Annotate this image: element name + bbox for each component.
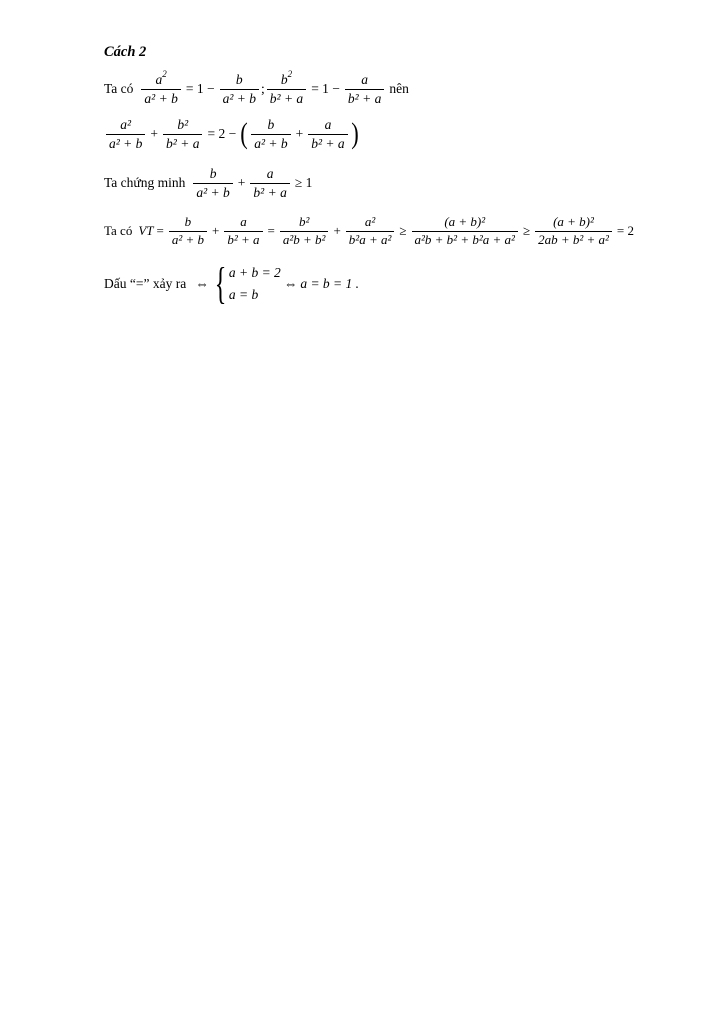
frac-denominator: b² + a <box>267 89 306 107</box>
frac-numerator: (a + b)² <box>553 214 594 229</box>
plus-sign: + <box>212 223 220 239</box>
frac-denominator: a² + b <box>169 231 207 248</box>
fraction <box>346 215 395 248</box>
equals-result: = 2 <box>616 223 635 239</box>
left-brace: { <box>214 259 227 308</box>
frac-denominator: a² + b <box>251 134 290 152</box>
line4-prefix: Ta có <box>104 223 133 239</box>
frac-denominator: a² + b <box>193 183 232 201</box>
equation-line-1 <box>104 68 412 106</box>
frac-denominator: a² + b <box>220 89 259 107</box>
system-equation-2: a = b <box>228 287 259 302</box>
frac-numerator: b² <box>177 117 189 132</box>
frac-numerator: a <box>324 117 332 132</box>
conclusion: a = b = 1 . <box>300 276 360 291</box>
left-paren: ( <box>240 117 248 151</box>
frac-numerator: a <box>361 72 368 87</box>
fraction <box>267 68 306 106</box>
frac-denominator: b² + a <box>163 134 202 152</box>
fraction <box>345 72 384 106</box>
equals-sign: = <box>267 223 275 239</box>
line5-prefix: Dấu “=” xảy ra <box>104 276 187 291</box>
geq-one: ≥ 1 <box>294 175 313 191</box>
geq-sign: ≥ <box>399 223 407 239</box>
system-equation-1: a + b = 2 <box>228 265 281 280</box>
right-paren: ) <box>350 117 359 151</box>
equals-two-minus: = 2 − <box>207 126 237 142</box>
fraction <box>412 215 518 248</box>
plus-sign: + <box>333 223 341 239</box>
frac-numerator: b <box>235 72 243 87</box>
frac-numerator: b² <box>298 214 310 229</box>
iff-symbol: ⇔ <box>195 276 209 291</box>
fraction <box>163 117 202 151</box>
plus-sign: + <box>237 175 246 191</box>
frac-numerator: b <box>267 117 275 132</box>
frac-numerator: a <box>155 72 163 87</box>
equation-system <box>229 262 281 306</box>
frac-denominator: b² + a <box>224 231 262 248</box>
equals-one-minus: = 1 − <box>311 81 340 97</box>
frac-denominator: b² + a <box>308 134 347 152</box>
frac-numerator: a² <box>120 117 132 132</box>
separator: ; <box>261 81 265 97</box>
frac-numerator: a <box>266 166 274 181</box>
equals-sign: = <box>156 223 164 239</box>
iff-symbol: ⇔ <box>283 276 298 291</box>
line1-suffix: nên <box>389 81 409 97</box>
equation-line-3 <box>104 166 315 200</box>
frac-numerator: (a + b)² <box>444 214 486 229</box>
fraction <box>250 166 289 200</box>
line1-prefix: Ta có <box>104 81 134 97</box>
fraction <box>141 68 180 106</box>
frac-exponent: 2 <box>162 68 167 79</box>
fraction <box>224 215 262 248</box>
frac-denominator: b²a + a² <box>346 231 395 248</box>
frac-numerator: a <box>240 214 247 229</box>
frac-numerator: b <box>184 214 192 229</box>
frac-denominator: b² + a <box>345 89 384 107</box>
frac-denominator: a²b + b² + b²a + a² <box>412 231 518 248</box>
equation-line-4 <box>104 215 637 248</box>
vt-symbol: VT <box>138 223 154 239</box>
geq-sign: ≥ <box>522 223 531 239</box>
fraction <box>106 117 145 151</box>
fraction <box>535 215 612 248</box>
line3-prefix: Ta chứng minh <box>104 175 186 191</box>
frac-denominator: a² + b <box>106 134 145 152</box>
equation-line-2 <box>104 117 360 151</box>
fraction <box>220 72 259 106</box>
fraction <box>193 166 232 200</box>
frac-denominator: b² + a <box>250 183 289 201</box>
plus-sign: + <box>150 126 159 142</box>
frac-numerator: b <box>280 72 288 87</box>
fraction <box>308 117 347 151</box>
frac-denominator: a²b + b² <box>280 231 329 248</box>
equals-one-minus: = 1 − <box>185 81 215 97</box>
equation-line-5 <box>104 259 360 308</box>
frac-numerator: b <box>209 166 217 181</box>
section-heading: Cách 2 <box>104 44 147 60</box>
frac-numerator: a² <box>364 214 376 229</box>
frac-denominator: 2ab + b² + a² <box>535 231 612 248</box>
fraction <box>280 215 329 248</box>
fraction <box>251 117 290 151</box>
fraction <box>169 215 207 248</box>
plus-sign: + <box>295 126 304 142</box>
frac-exponent: 2 <box>287 68 293 79</box>
frac-denominator: a² + b <box>141 89 180 107</box>
